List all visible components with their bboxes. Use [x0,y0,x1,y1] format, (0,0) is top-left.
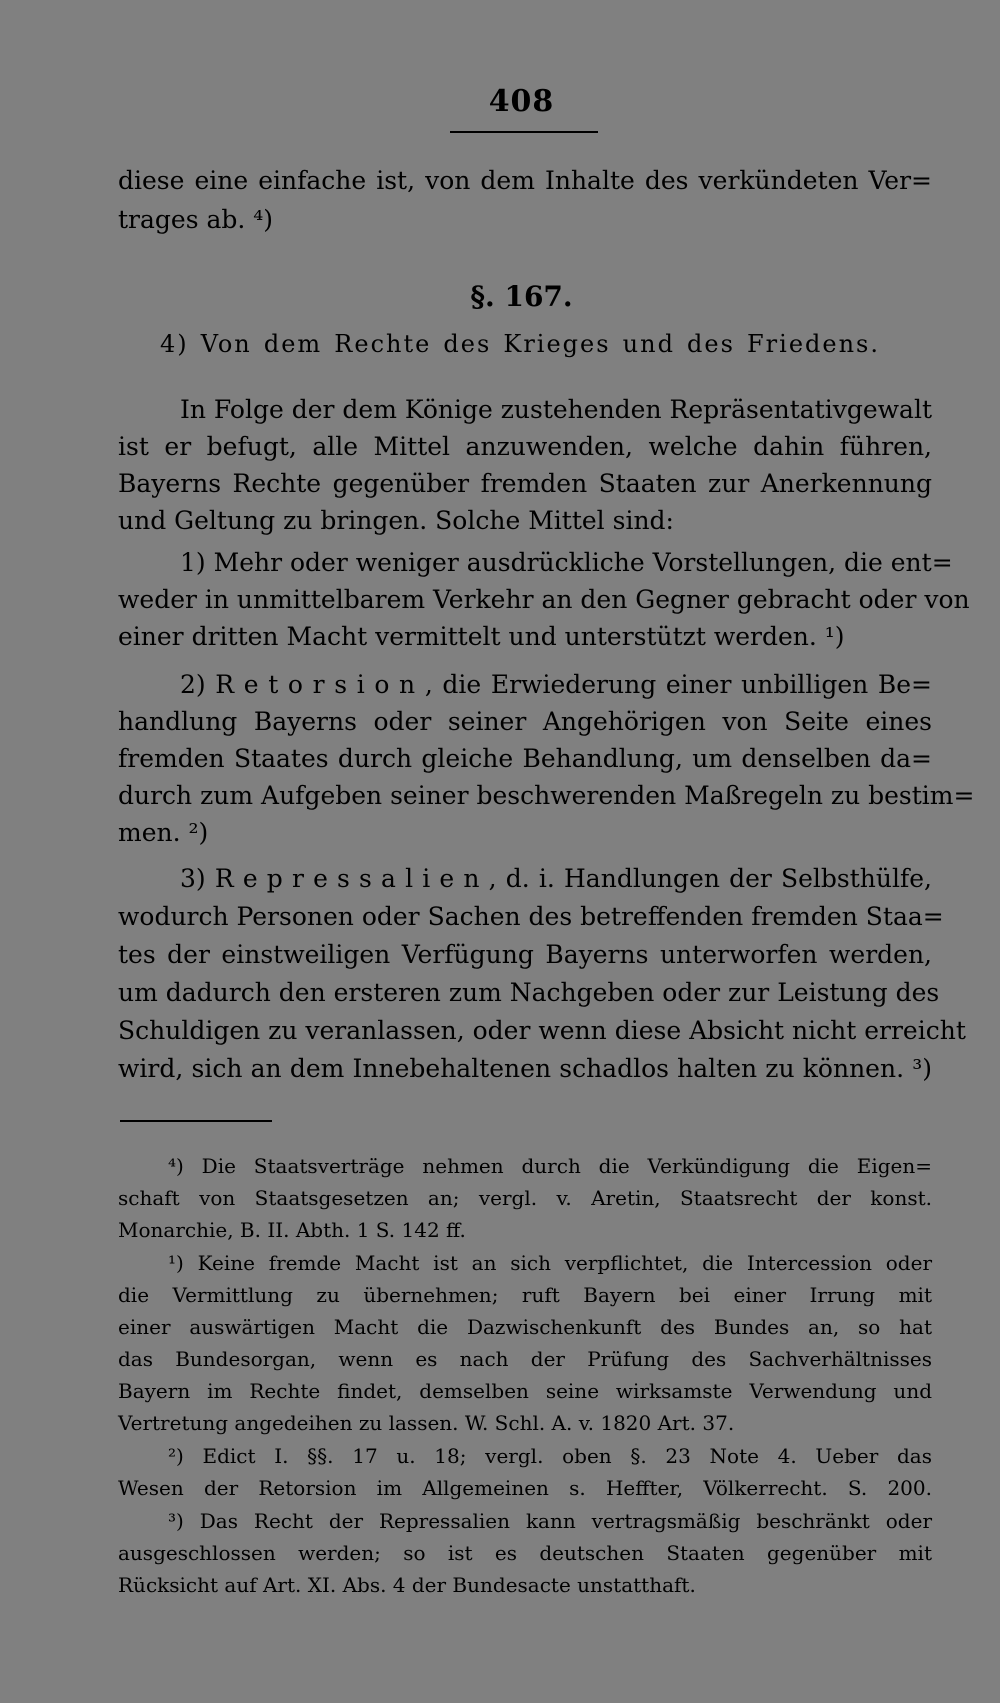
header-rule [450,131,598,133]
list-item-line: durch zum Aufgeben seiner beschwerenden Maßregeln zu bestim= [118,781,975,810]
footnote-line: Vertretung angedeihen zu lassen. W. Schl. A. v. 1820 Art. 37. [118,1411,735,1435]
footnote-line: ³) Das Recht der Repressalien kann vertragsmäßig beschränkt oder [168,1509,932,1533]
list-item-line: um dadurch den ersteren zum Nachgeben oder zur Leistung des [118,978,940,1007]
footnote-line: Monarchie, B. II. Abth. 1 S. 142 ff. [118,1218,466,1242]
list-item-line: handlung Bayerns oder seiner Angehörigen von Seite eines [118,707,932,736]
body-line: ist er befugt, alle Mittel anzuwenden, welche dahin führen, [118,432,932,461]
list-item-line: tes der einstweiligen Verfügung Bayerns unterworfen werden, [118,940,932,969]
list-item-line: 2) R e t o r s i o n , die Erwiederung einer unbilligen Be= [180,670,932,699]
list-item-line: Schuldigen zu veranlassen, oder wenn diese Absicht nicht erreicht [118,1016,966,1045]
footnote-line: Rücksicht auf Art. XI. Abs. 4 der Bundesacte unstatthaft. [118,1573,696,1597]
list-item-line: wodurch Personen oder Sachen des betreffenden fremden Staa= [118,902,944,931]
body-line: Bayerns Rechte gegenüber fremden Staaten zur Anerkennung [118,469,932,498]
footnote-line: ²) Edict I. §§. 17 u. 18; vergl. oben §. 23 Note 4. Ueber das [168,1444,932,1468]
footnote-line: einer auswärtigen Macht die Dazwischenkunft des Bundes an, so hat [118,1315,932,1339]
page-number: 408 [488,84,555,119]
body-line: diese eine einfache ist, von dem Inhalte des verkündeten Ver= [118,166,932,195]
list-item-line: fremden Staates durch gleiche Behandlung, um denselben da= [118,744,932,773]
section-number: §. 167. [470,280,573,313]
footnote-line: Wesen der Retorsion im Allgemeinen s. Heffter, Völkerrecht. S. 200. [118,1476,932,1500]
list-item-line: weder in unmittelbarem Verkehr an den Gegner gebracht oder von [118,585,970,614]
list-item-line: 3) R e p r e s s a l i e n , d. i. Handlungen der Selbsthülfe, [180,864,932,893]
list-item-line: einer dritten Macht vermittelt und unterstützt werden. ¹) [118,622,845,651]
footnote-line: ⁴) Die Staatsverträge nehmen durch die Verkündigung die Eigen= [168,1154,932,1178]
footnote-line: Bayern im Rechte findet, demselben seine wirksamste Verwendung und [118,1379,932,1403]
body-line: In Folge der dem Könige zustehenden Repräsentativgewalt [180,395,932,424]
list-item-line: men. ²) [118,818,209,847]
list-item-line: 1) Mehr oder weniger ausdrückliche Vorstellungen, die ent= [180,548,953,577]
body-line: und Geltung zu bringen. Solche Mittel sind: [118,506,674,535]
footnote-line: ausgeschlossen werden; so ist es deutschen Staaten gegenüber mit [118,1541,932,1565]
footnote-line: das Bundesorgan, wenn es nach der Prüfung des Sachverhältnisses [118,1347,932,1371]
footnote-line: die Vermittlung zu übernehmen; ruft Bayern bei einer Irrung mit [118,1283,932,1307]
footnote-line: schaft von Staatsgesetzen an; vergl. v. Aretin, Staatsrecht der konst. [118,1186,932,1210]
section-title: 4) Von dem Rechte des Krieges und des Friedens. [160,330,880,358]
body-line: trages ab. ⁴) [118,205,274,234]
footnote-rule [120,1120,272,1122]
footnote-line: ¹) Keine fremde Macht ist an sich verpflichtet, die Intercession oder [168,1251,932,1275]
list-item-line: wird, sich an dem Innebehaltenen schadlos halten zu können. ³) [118,1054,932,1083]
